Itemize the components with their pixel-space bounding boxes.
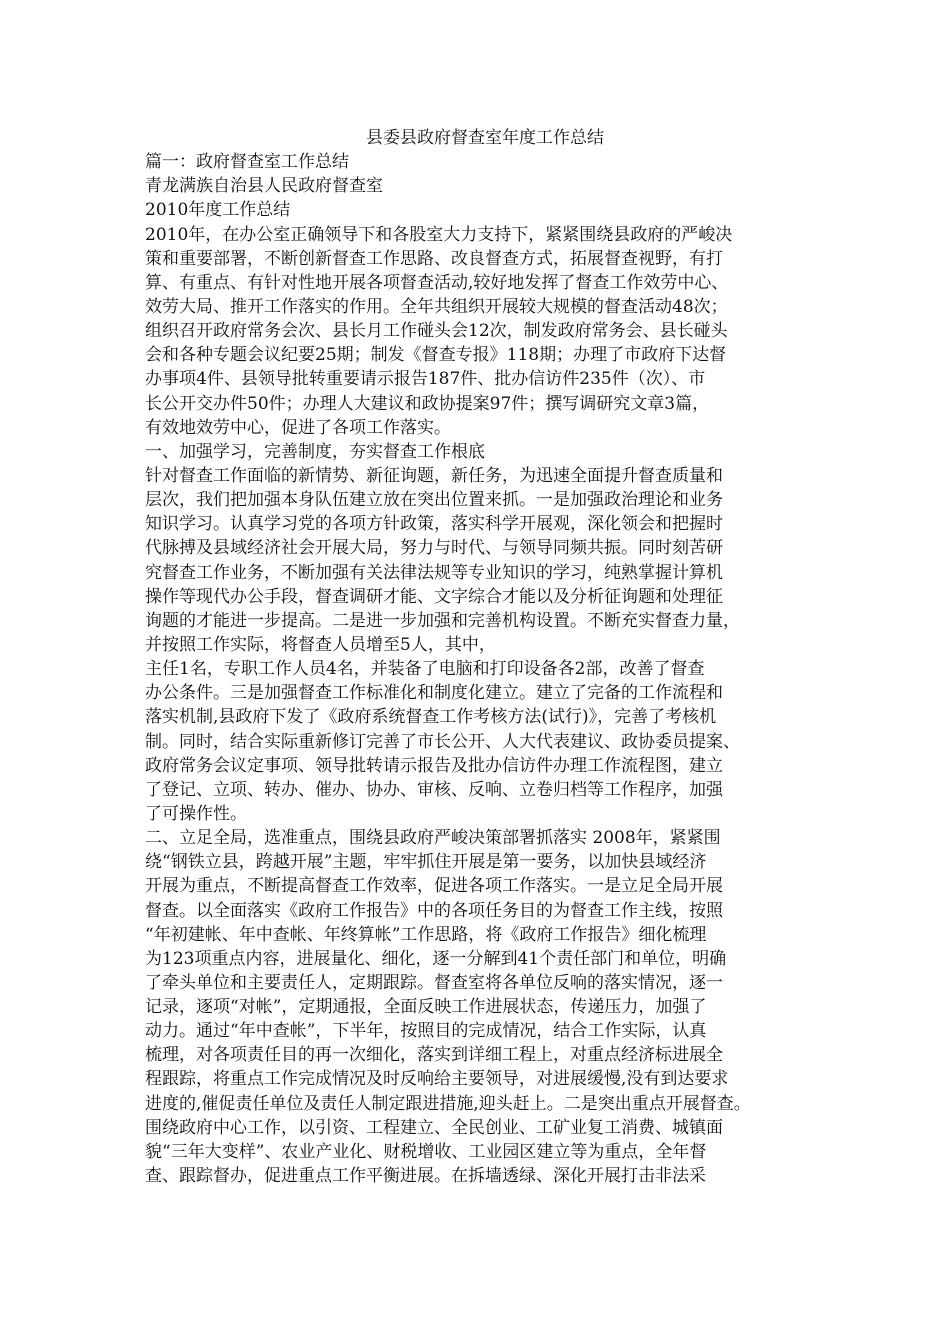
document-body [145, 126, 825, 1188]
text-line: 2010年，在办公室正确领导下和各股室大力支持下，紧紧围绕县政府的严峻决 [145, 224, 733, 245]
text-line: 了可操作性。 [145, 803, 247, 824]
text-line: 有效地效劳中心，促进了各项工作落实。 [145, 417, 451, 438]
text-line: 长公开交办件50件；办理人大建议和政协提案97件；撰写调研究文章3篇， [145, 393, 710, 414]
text-line: 会和各种专题会议纪要25期；制发《督查专报》118期；办理了市政府下达督 [145, 345, 727, 366]
text-line: 梳理，对各项责任目的再一次细化，落实到详细工程上，对重点经济标进展全 [145, 1045, 723, 1066]
text-line: 落实机制,县政府下发了《政府系统督查工作考核方法(试行)》，完善了考核机 [145, 707, 717, 728]
text-line: 策和重要部署，不断创新督查工作思路、改良督查方式，拓展督查视野，有打 [145, 248, 723, 269]
text-line: 究督查工作业务，不断加强有关法律法规等专业知识的学习，纯熟掌握计算机 [145, 562, 723, 583]
text-line: 程跟踪，将重点工作完成情况及时反响给主要领导，对进展缓慢,没有到达要求 [145, 1069, 729, 1090]
text-line: 貌“三年大变样”、农业产业化、财税增收、工业园区建立等为重点，全年督 [145, 1141, 707, 1162]
text-line: “年初建帐、年中查帐、年终算帐”工作思路，将《政府工作报告》细化梳理 [145, 924, 707, 945]
text-line: 制。同时，结合实际重新修订完善了市长公开、人大代表建议、政协委员提案、 [145, 731, 740, 752]
text-line: 知识学习。认真学习党的各项方针政策，落实科学开展观，深化领会和把握时 [145, 514, 723, 535]
text-line: 记录，逐项“对帐”，定期通报，全面反映工作进展状态，传递压力，加强了 [145, 997, 707, 1018]
text-line: 篇一：政府督查室工作总结 [145, 152, 349, 173]
text-line: 并按照工作实际，将督查人员增至5人，其中， [145, 634, 496, 655]
document-text [145, 150, 825, 1188]
text-line: 政府常务会议定事项、领导批转请示报告及批办信访件办理工作流程图，建立 [145, 755, 723, 776]
text-line: 主任1名，专职工作人员4名，并装备了电脑和打印设备各2部，改善了督查 [145, 659, 705, 680]
text-line: 办公条件。三是加强督查工作标准化和制度化建立。建立了完备的工作流程和 [145, 683, 723, 704]
text-line: 动力。通过“年中查帐”，下半年，按照目的完成情况，结合工作实际，认真 [145, 1021, 707, 1042]
text-line: 一、加强学习，完善制度，夯实督查工作根底 [145, 441, 485, 462]
document-title: 县委县政府督查室年度工作总结 [366, 128, 604, 148]
text-line: 算、有重点、有针对性地开展各项督查活动,较好地发挥了督查工作效劳中心、 [145, 272, 729, 293]
text-line: 进度的,催促责任单位及责任人制定跟进措施,迎头赶上。二是突出重点开展督查。 [145, 1093, 751, 1114]
text-line: 绕“钢铁立县，跨越开展”主题，牢牢抓住开展是第一要务，以加快县域经济 [145, 852, 707, 873]
text-line: 代脉搏及县域经济社会开展大局，努力与时代、与领导同频共振。同时刻苦研 [145, 538, 723, 559]
text-line: 青龙满族自治县人民政府督查室 [145, 176, 383, 197]
text-line: 组织召开政府常务会次、县长月工作碰头会12次，制发政府常务会、县长碰头 [145, 321, 728, 342]
text-line: 了登记、立项、转办、催办、协办、审核、反响、立卷归档等工作程序，加强 [145, 779, 723, 800]
text-line: 为123项重点内容，进展量化、细化，逐一分解到41个责任部门和单位，明确 [145, 948, 727, 969]
text-line: 操作等现代办公手段，督查调研才能、文字综合才能以及分析征询题和处理征 [145, 586, 723, 607]
text-line: 效劳大局、推开工作落实的作用。全年共组织开展较大规模的督查活动48次； [145, 296, 728, 317]
text-line: 询题的才能进一步提高。二是进一步加强和完善机构设置。不断充实督查力量， [145, 610, 740, 631]
text-line: 查、跟踪督办，促进重点工作平衡进展。在拆墙透绿、深化开展打击非法采 [145, 1166, 706, 1187]
text-line: 了牵头单位和主要责任人，定期跟踪。督查室将各单位反响的落实情况，逐一 [145, 972, 723, 993]
text-line: 开展为重点，不断提高督查工作效率，促进各项工作落实。一是立足全局开展 [145, 876, 723, 897]
text-line: 层次，我们把加强本身队伍建立放在突出位置来抓。一是加强政治理论和业务 [145, 490, 723, 511]
text-line: 针对督查工作面临的新情势、新征询题，新任务，为迅速全面提升督查质量和 [145, 465, 723, 486]
text-line: 二、立足全局，选准重点，围绕县政府严峻决策部署抓落实 2008年，紧紧围 [145, 828, 721, 849]
text-line: 围绕政府中心工作，以引资、工程建立、全民创业、工矿业复工消费、城镇面 [145, 1117, 723, 1138]
text-line: 督查。以全面落实《政府工作报告》中的各项任务目的为督查工作主线，按照 [145, 900, 723, 921]
text-line: 2010年度工作总结 [145, 200, 291, 221]
text-line: 办事项4件、县领导批转重要请示报告187件、批办信访件235件（次）、市 [145, 369, 706, 390]
